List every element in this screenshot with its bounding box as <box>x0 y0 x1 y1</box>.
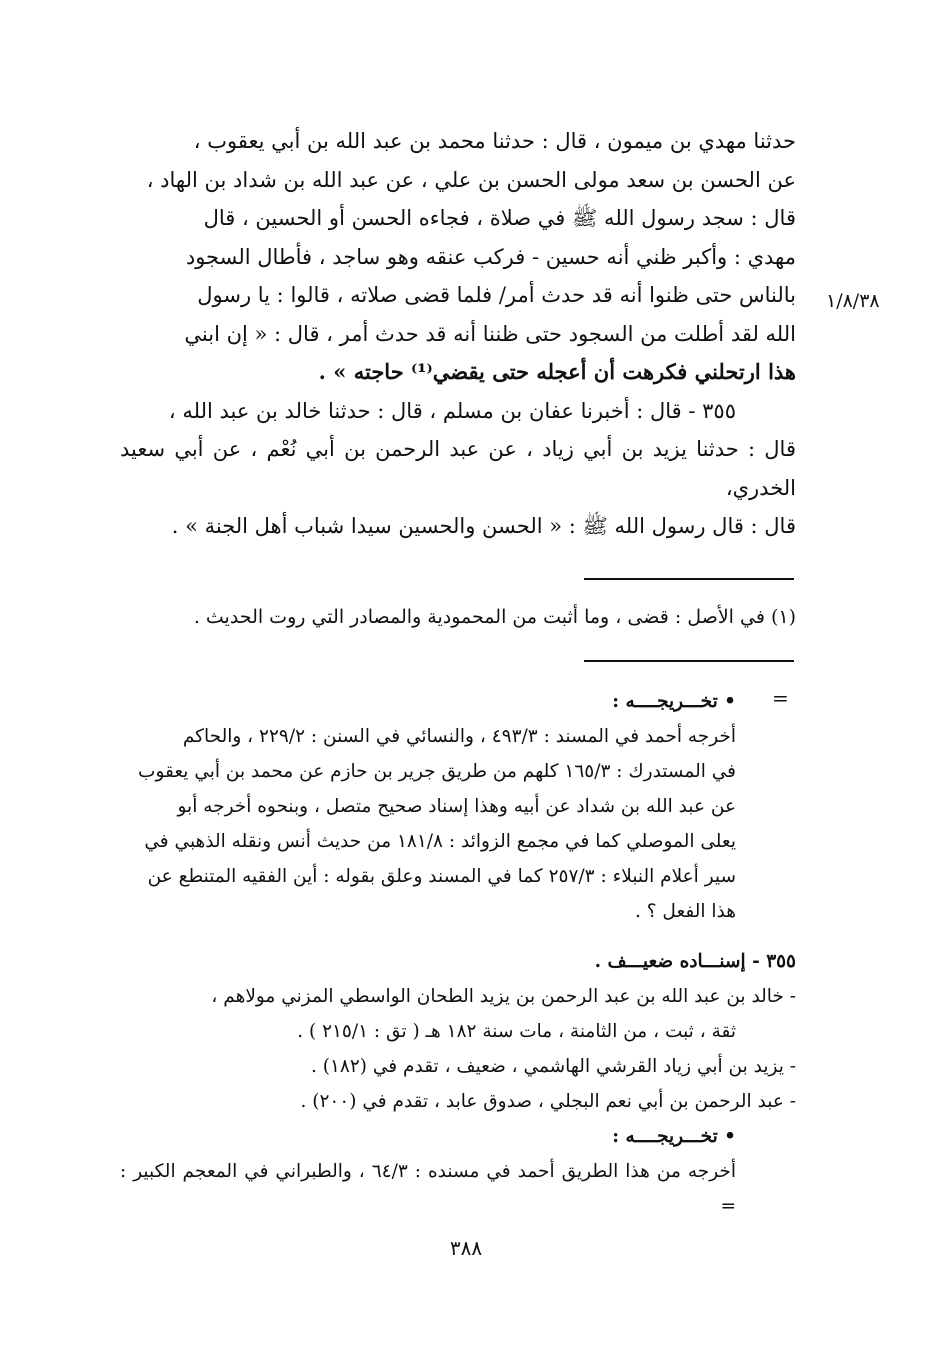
takhrij-line: أخرجه من هذا الطريق أحمد في مسنده : ٦٤/٣ ، والطبراني في المعجم الكبير : = <box>120 1161 736 1217</box>
takhrij-line: في المستدرك : ١٦٥/٣ كلهم من طريق جرير بن حازم عن محمد بن أبي يعقوب <box>138 761 736 782</box>
takhrij-line: عن عبد الله بن شداد عن أبيه وهذا إسناد صحيح متصل ، وبنحوه أخرجه أبو <box>177 796 736 817</box>
text-line: بالناس حتى ظنوا أنه قد حدث أمر/ فلما قضى صلاته ، قالوا : يا رسول <box>197 283 796 307</box>
section-heading: • تخـــريجــــه : <box>612 1126 736 1147</box>
text-line: هذا ارتحلني فكرهت أن أعجله حتى يقضي⁽¹⁾ حاجته » . <box>318 359 796 384</box>
takhrij-section <box>120 684 796 929</box>
takhrij-line: يعلى الموصلي كما في مجمع الزوائد : ١٨١/٨ من حديث أنس ونقله الذهبي في <box>144 831 736 852</box>
text-line: عن الحسن بن سعد مولى الحسن بن علي ، عن عبد الله بن شداد بن الهاد ، <box>146 167 796 192</box>
text-line: الله لقد أطلت من السجود حتى ظننا أنه قد حدث أمر ، قال : « إن ابني <box>184 321 796 346</box>
narrator-line: - يزيد بن أبي زياد القرشي الهاشمي ، ضعيف ، تقدم في (١٨٢) . <box>310 1056 796 1077</box>
text-line: مهدي : وأكبر ظني أنه حسين - فركب عنقه وهو ساجد ، فأطال السجود <box>185 244 796 269</box>
hadith-355-line: قال : قال رسول الله ﷺ : « الحسن والحسين سيدا شباب أهل الجنة » . <box>171 514 796 538</box>
narrator-line: - عبد الرحمن بن أبي نعم البجلي ، صدوق عابد ، تقدم في (٢٠٠) . <box>300 1091 796 1112</box>
text-line: حدثنا مهدي بن ميمون ، قال : حدثنا محمد بن عبد الله بن أبي يعقوب ، <box>193 129 796 153</box>
footnote: (١) في الأصل : قضى ، وما أثبت من المحمودية والمصادر التي روت الحديث . <box>193 606 796 628</box>
page-number: ٣٨٨ <box>449 1236 483 1260</box>
hadith-355-line: قال : حدثنا يزيد بن أبي زياد ، عن عبد الرحمن بن أبي نُعْم ، عن أبي سعيد الخدري، <box>120 437 796 500</box>
section-heading: ٣٥٥ - إسنـــاده ضعيـــف . <box>594 951 796 972</box>
narrator-line: - خالد بن عبد الله بن عبد الرحمن بن يزيد الطحان الواسطي المزني مولاهم ، <box>211 986 796 1007</box>
narrator-line: ثقة ، ثبت ، من الثامنة ، مات سنة ١٨٢ هـ ( تق : ٢١٥/١ ) . <box>297 1021 736 1042</box>
takhrij-line: أخرجه أحمد في المسند : ٤٩٣/٣ ، والنسائي في السنن : ٢٢٩/٢ ، والحاكم <box>182 726 736 747</box>
takhrij-line: هذا الفعل ؟ . <box>634 901 736 922</box>
takhrij-line: سير أعلام النبلاء : ٢٥٧/٣ كما في المسند وعلق بقوله : أين الفقيه المتنطع عن <box>147 866 736 887</box>
margin-reference: ١/٨/٣٨ <box>826 290 880 312</box>
main-text <box>120 122 796 546</box>
section-heading: • تخـــريجــــه : <box>612 691 736 712</box>
text-line: قال : سجد رسول الله ﷺ في صلاة ، فجاءه الحسن أو الحسين ، قال <box>203 206 796 230</box>
footnote-divider <box>584 578 794 580</box>
continuation-mark: = <box>772 686 789 710</box>
hadith-355-line: ٣٥٥ - قال : أخبرنا عفان بن مسلم ، قال : حدثنا خالد بن عبد الله ، <box>168 398 736 423</box>
footnote-divider <box>584 660 794 662</box>
isnad-section <box>120 944 796 1224</box>
